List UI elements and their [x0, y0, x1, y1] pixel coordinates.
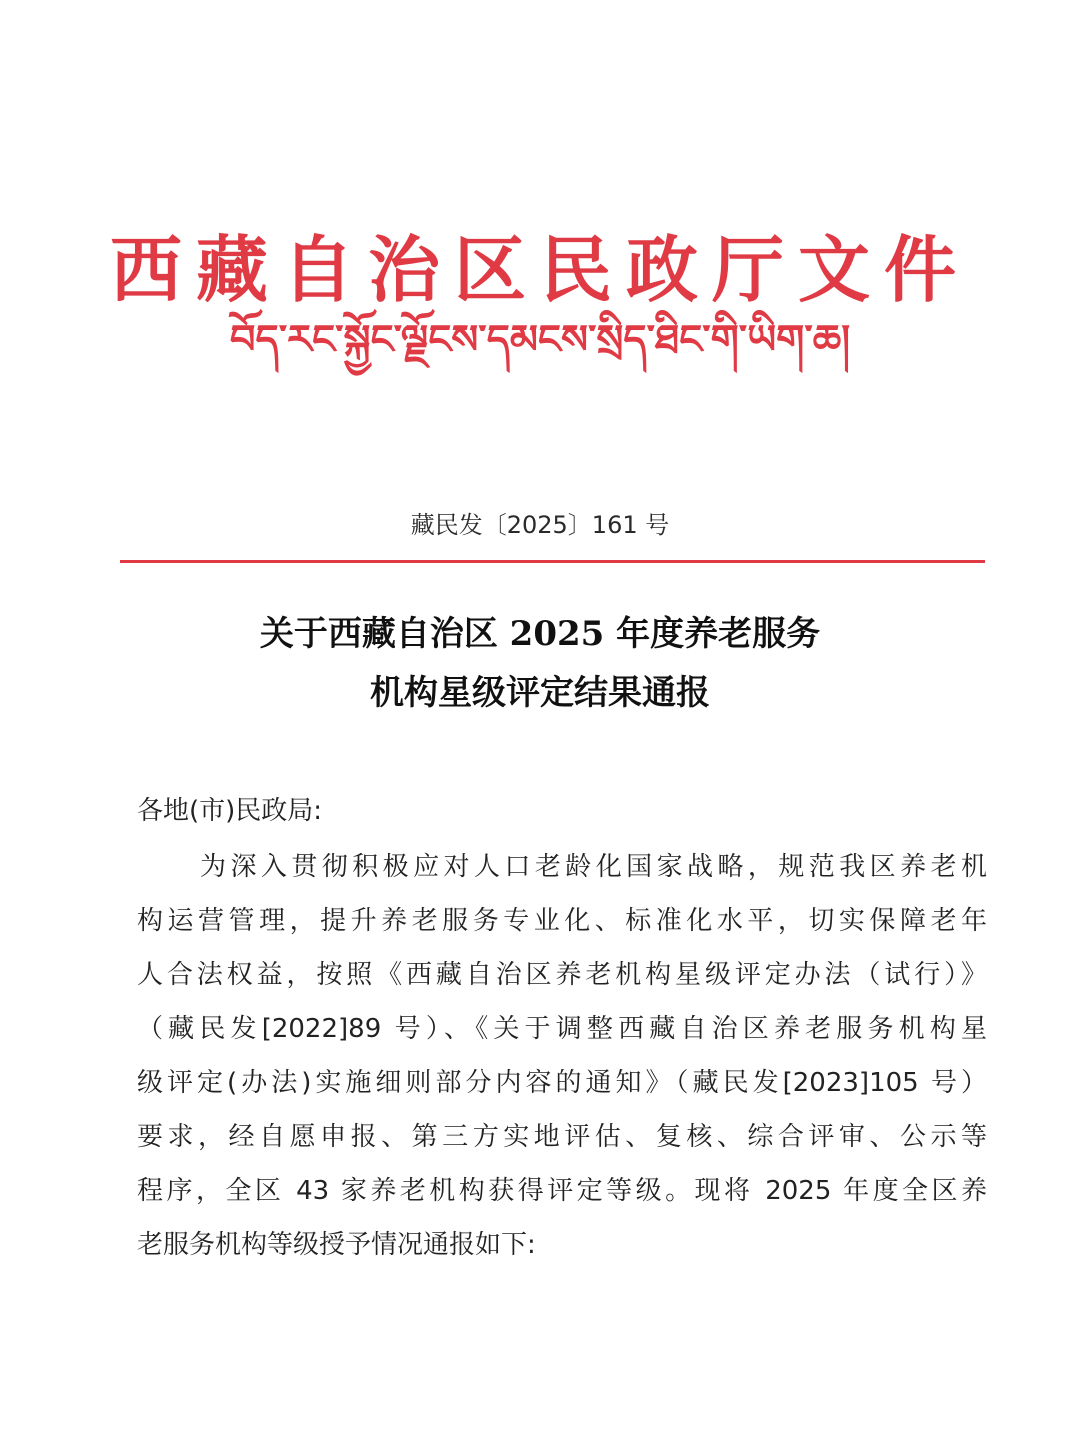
body-text-line: 构运营管理，提升养老服务专业化、标准化水平，切实保障老年	[137, 906, 987, 936]
body-text-line: 程序，全区 43 家养老机构获得评定等级。现将 2025 年度全区养	[137, 1176, 987, 1206]
document-number: 藏民发〔2025〕161 号	[410, 511, 670, 539]
document-title-line-2: 机构星级评定结果通报	[370, 673, 710, 713]
body-text-line: 级评定(办法)实施细则部分内容的通知》（藏民发[2023]105 号）	[137, 1068, 987, 1098]
document-title-line-1: 关于西藏自治区 2025 年度养老服务	[259, 614, 821, 654]
body-text-line: 人合法权益，按照《西藏自治区养老机构星级评定办法（试行）》	[137, 960, 987, 990]
red-divider	[120, 560, 985, 563]
salutation: 各地(市)民政局:	[137, 796, 323, 826]
document-header-chinese: 西藏自治区民政厅文件	[109, 227, 970, 312]
body-text-line: 为深入贯彻积极应对人口老龄化国家战略，规范我区养老机	[200, 852, 987, 882]
body-text-line: 要求，经自愿申报、第三方实地评估、复核、综合评审、公示等	[137, 1122, 987, 1152]
body-text-line: （藏民发[2022]89 号）、《关于调整西藏自治区养老服务机构星	[137, 1014, 987, 1044]
document-header-tibetan: བོད་རང་སྐྱོང་ལྗོངས་དམངས་སྲིད་ཐིང་གི་ཡིག་ཆ།	[229, 317, 851, 363]
body-text-line: 老服务机构等级授予情况通报如下:	[137, 1230, 536, 1260]
